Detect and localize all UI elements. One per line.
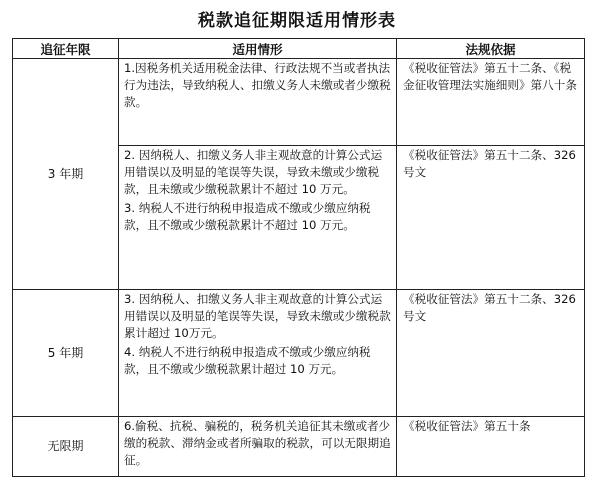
situation-item: 3. 纳税人不进行纳税申报造成不缴或少缴应纳税款，且不缴或少缴税款累计不超过 10 万元。 (124, 201, 371, 232)
situation-item: 1.因税务机关适用税金法律、行政法规不当或者执法行为违法，导致纳税人、扣缴义务人未缴或者少缴税款。 (124, 61, 391, 109)
table-row (13, 59, 585, 146)
basis-item: 《税收征管法》第五十二条、《税金征收管理法实施细则》第八十条 (403, 61, 577, 92)
table-header-row (13, 39, 585, 59)
header-basis: 法规依据 (397, 39, 585, 59)
basis-cell (397, 59, 585, 146)
header-situation: 适用情形 (119, 39, 397, 59)
table-row (13, 417, 585, 477)
tax-period-table (12, 38, 585, 477)
table-row (13, 290, 585, 417)
situation-item: 6.偷税、抗税、骗税的，税务机关追征其未缴或者少缴的税款、滞纳金或者所骗取的税款，可以无限期追征。 (124, 419, 391, 467)
basis-item: 《税收征管法》第五十二条、326 号文 (403, 148, 576, 179)
basis-cell (397, 417, 585, 477)
situation-item: 4. 纳税人不进行纳税申报造成不缴或少缴应纳税款，且不缴或少缴税款累计超过 10 万元。 (124, 345, 371, 376)
situation-item: 3. 因纳税人、扣缴义务人非主观故意的计算公式运用错误以及明显的笔误等失误，导致未缴或少缴税款累计超过 10万元。 (124, 292, 391, 340)
basis-cell (397, 290, 585, 417)
situation-cell (119, 290, 397, 417)
header-period: 追征年限 (13, 39, 119, 59)
situation-cell (119, 59, 397, 146)
situation-cell (119, 146, 397, 290)
period-cell: 5 年期 (13, 290, 119, 417)
basis-item: 《税收征管法》第五十条 (403, 419, 531, 433)
page-title: 税款追征期限适用情形表 (198, 11, 396, 31)
basis-item: 《税收征管法》第五十二条、326 号文 (403, 292, 576, 323)
basis-cell (397, 146, 585, 290)
situation-item: 2. 因纳税人、扣缴义务人非主观故意的计算公式运用错误以及明显的笔误等失误，导致未缴或少缴税款，且未缴或少缴税款累计不超过 10 万元。 (124, 148, 383, 196)
situation-cell (119, 417, 397, 477)
period-cell: 3 年期 (13, 59, 119, 290)
period-cell: 无限期 (13, 417, 119, 477)
